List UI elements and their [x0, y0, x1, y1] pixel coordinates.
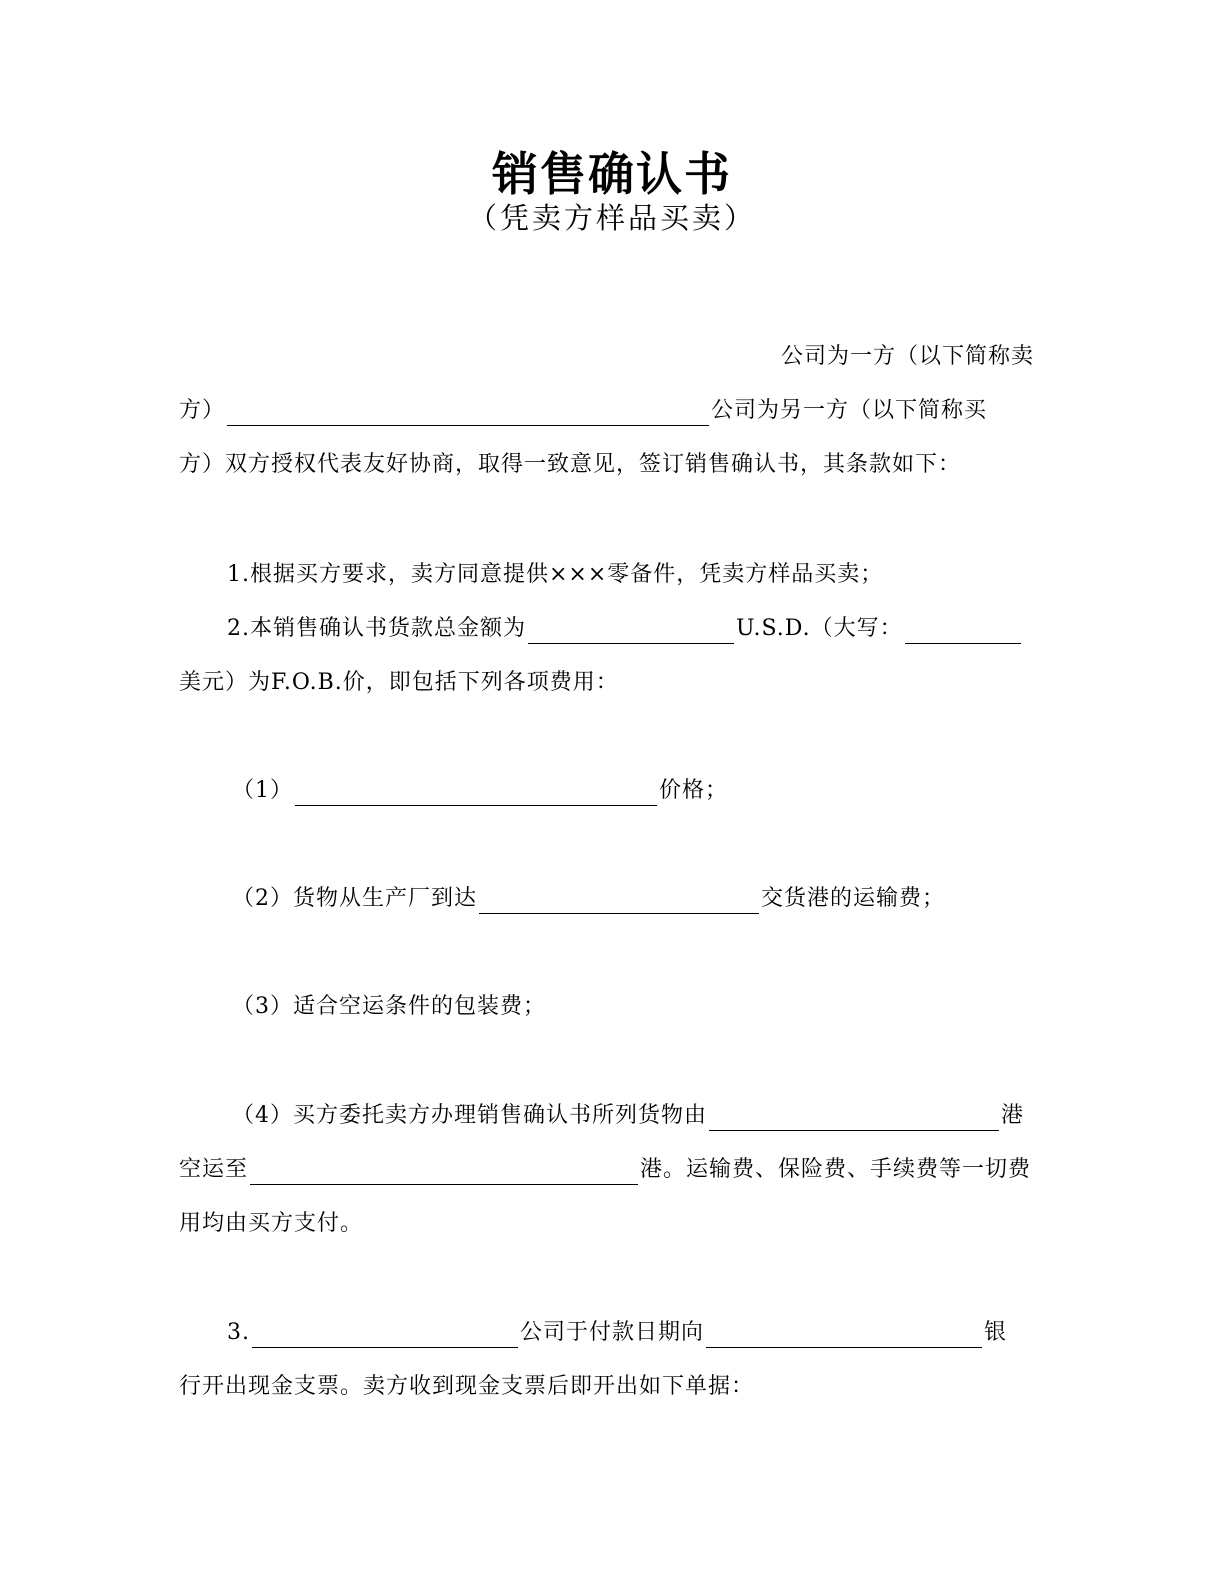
bank-name-blank[interactable]: [706, 1323, 982, 1348]
clause-2-line-1: 2.本销售确认书货款总金额为 U.S.D.（大写：: [227, 614, 1023, 644]
price-blank[interactable]: [295, 781, 657, 806]
amount-in-words-blank[interactable]: [905, 619, 1021, 644]
seller-name-blank[interactable]: [227, 401, 709, 426]
item-4-line-3: 用均由买方支付。: [179, 1211, 364, 1236]
buyer-company-blank[interactable]: [252, 1323, 518, 1348]
parties-line-3: 方）双方授权代表友好协商，取得一致意见，签订销售确认书，其条款如下：: [179, 452, 962, 477]
delivery-port-blank[interactable]: [479, 889, 759, 914]
document-title: 销售确认书: [492, 147, 732, 201]
clause-3-line-2: 行开出现金支票。卖方收到现金支票后即开出如下单据：: [179, 1374, 755, 1399]
item-3: （3）适合空运条件的包装费；: [232, 994, 546, 1019]
origin-port-blank[interactable]: [709, 1106, 999, 1131]
destination-port-blank[interactable]: [250, 1160, 638, 1185]
clause-1: 1.根据买方要求，卖方同意提供×××零备件，凭卖方样品买卖；: [227, 562, 884, 587]
document-subtitle: （凭卖方样品买卖）: [467, 201, 756, 235]
parties-line-1: 公司为一方（以下简称卖: [780, 344, 1034, 369]
item-2: （2）货物从生产厂到达 交货港的运输费；: [232, 884, 945, 914]
item-4-line-2: 空运至 港。运输费、保险费、手续费等一切费: [179, 1155, 1031, 1185]
clause-3-line-1: 3. 公司于付款日期向 银: [227, 1318, 1007, 1348]
item-1: （1） 价格；: [232, 776, 728, 806]
parties-line-2: 方） 公司为另一方（以下简称买: [179, 396, 987, 426]
clause-2-line-2: 美元）为F.O.B.价，即包括下列各项费用：: [179, 670, 619, 695]
item-4-line-1: （4）买方委托卖方办理销售确认书所列货物由 港: [232, 1101, 1024, 1131]
total-amount-blank[interactable]: [528, 619, 734, 644]
